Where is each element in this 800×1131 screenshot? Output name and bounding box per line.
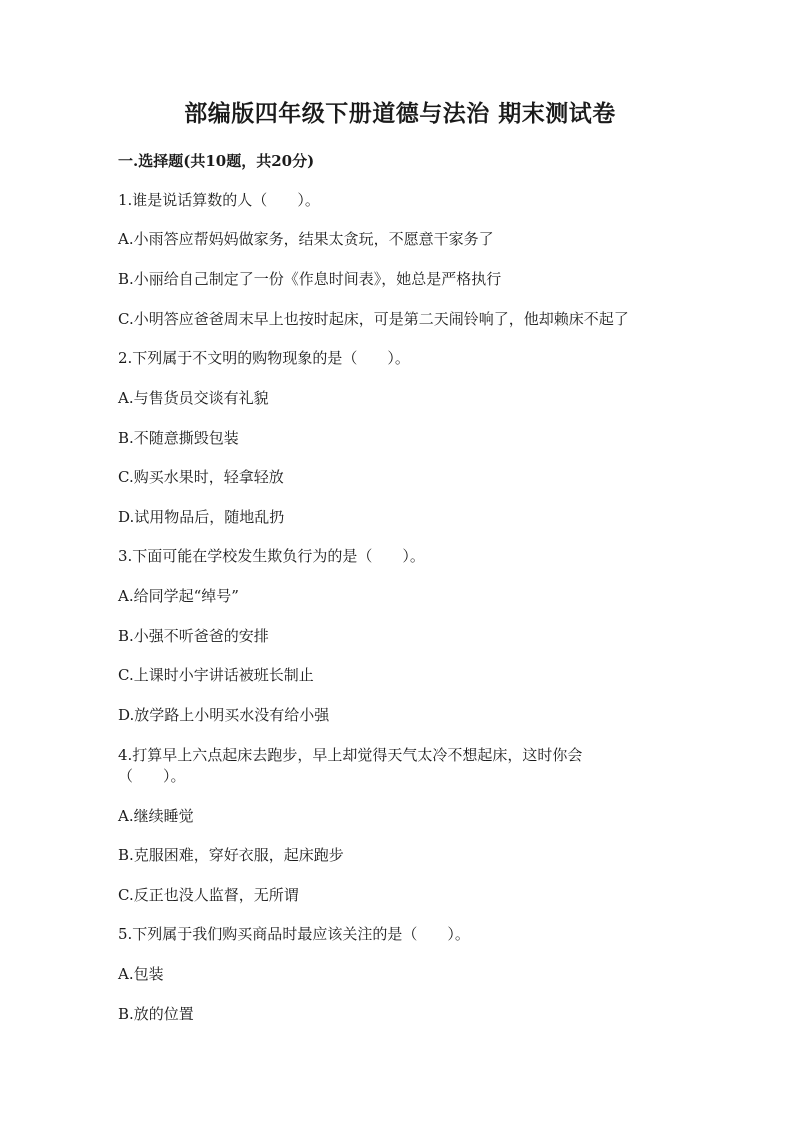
question-4-option-c: C.反正也没人监督，无所谓: [118, 886, 299, 904]
question-3-option-a: A.给同学起“绰号”: [118, 587, 239, 605]
question-2-option-d: D.试用物品后，随地乱扔: [118, 508, 285, 526]
exam-title: 部编版四年级下册道德与法治 期末测试卷: [184, 100, 616, 127]
question-5-stem: 5.下列属于我们购买商品时最应该关注的是（ ）。: [118, 925, 470, 943]
question-2-option-a: A.与售货员交谈有礼貌: [118, 389, 269, 407]
question-1-stem: 1.谁是说话算数的人（ ）。: [118, 191, 320, 209]
section-heading: 一.选择题(共10题，共20分): [118, 152, 315, 170]
question-1-option-a: A.小雨答应帮妈妈做家务，结果太贪玩，不愿意干家务了: [118, 230, 494, 248]
question-5-option-b: B.放的位置: [118, 1005, 194, 1023]
question-3-stem: 3.下面可能在学校发生欺负行为的是（ ）。: [118, 547, 425, 565]
question-2-option-c: C.购买水果时，轻拿轻放: [118, 468, 284, 486]
question-3-option-d: D.放学路上小明买水没有给小强: [118, 706, 330, 724]
question-3-option-b: B.小强不听爸爸的安排: [118, 627, 269, 645]
question-2-option-b: B.不随意撕毁包装: [118, 429, 239, 447]
question-4-stem: 4.打算早上六点起床去跑步，早上却觉得天气太冷不想起床，这时你会: [118, 746, 583, 764]
question-2-stem: 2.下列属于不文明的购物现象的是（ ）。: [118, 349, 410, 367]
question-4-option-b: B.克服困难，穿好衣服，起床跑步: [118, 846, 344, 864]
question-4-stem-continued: （ ）。: [118, 767, 186, 785]
question-1-option-b: B.小丽给自己制定了一份《作息时间表》，她总是严格执行: [118, 270, 502, 288]
question-1-option-c: C.小明答应爸爸周末早上也按时起床，可是第二天闹铃响了，他却赖床不起了: [118, 310, 629, 328]
question-5-option-a: A.包装: [118, 965, 164, 983]
question-4-option-a: A.继续睡觉: [118, 807, 194, 825]
question-3-option-c: C.上课时小宇讲话被班长制止: [118, 666, 314, 684]
